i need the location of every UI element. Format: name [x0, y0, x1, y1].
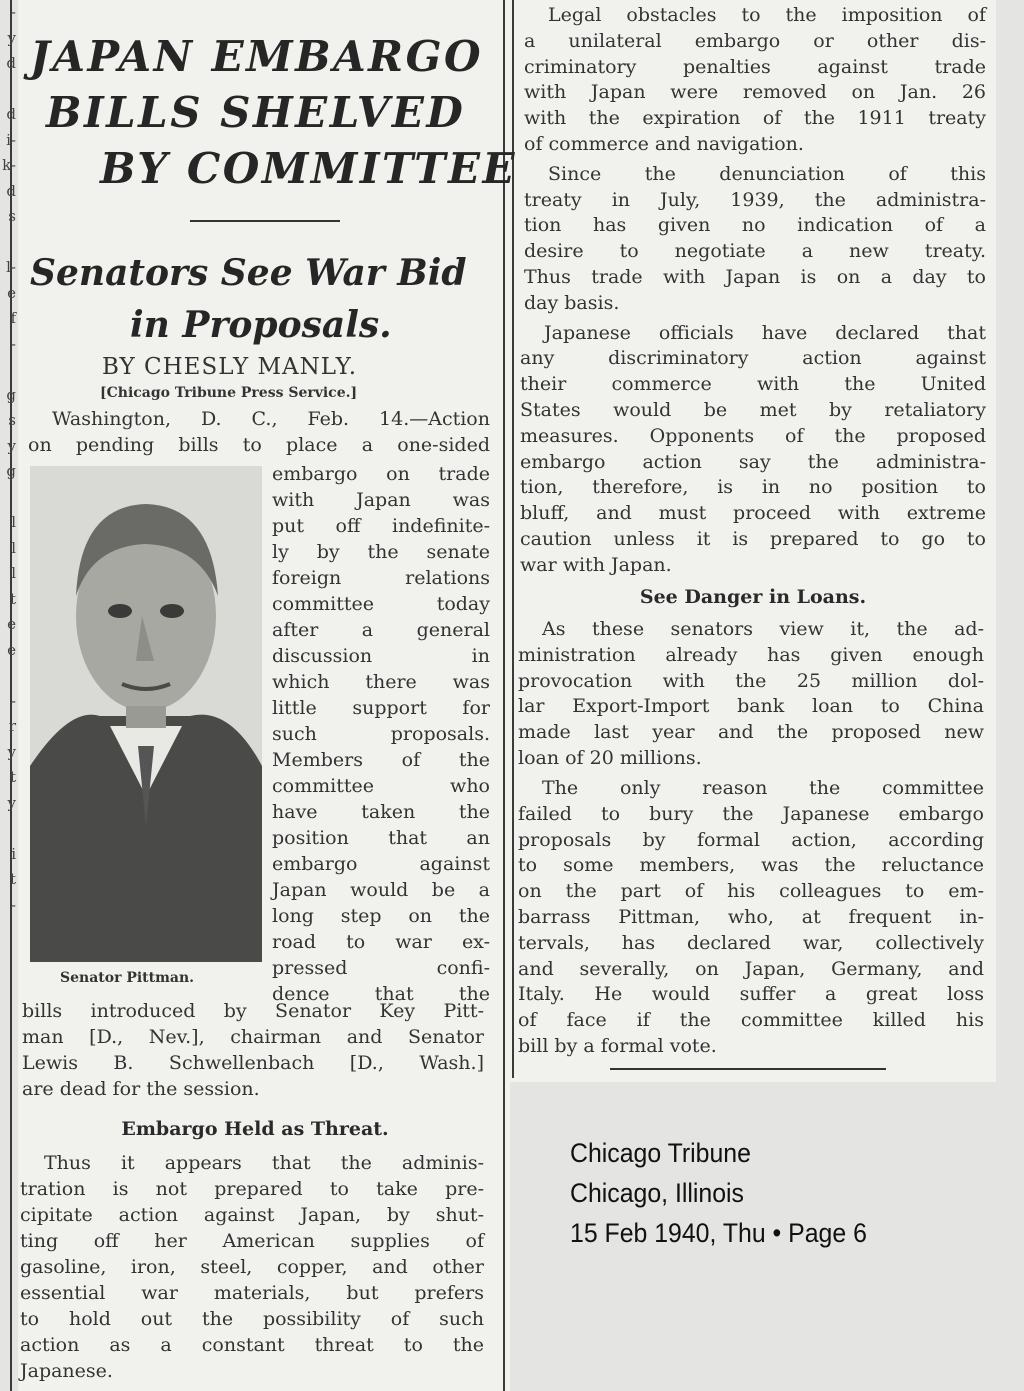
text-line: to hold out the possibility of such	[20, 1308, 484, 1330]
text-line: Thus it appears that the adminis-	[44, 1152, 484, 1174]
column-rule-center	[503, 0, 505, 1391]
adjacent-column-fragment: y	[7, 793, 16, 812]
text-line: failed to bury the Japanese embargo	[518, 802, 984, 825]
text-line: embargo against	[272, 853, 490, 875]
text-line: dence that the	[272, 983, 490, 1005]
text-line: long step on the	[272, 905, 490, 927]
text-line: embargo action say the administra-	[520, 450, 986, 473]
text-line: caution unless it is prepared to go to	[520, 528, 986, 550]
text-line: such proposals.	[272, 723, 490, 745]
text-line: embargo on trade	[272, 463, 490, 485]
text-line: after a general	[272, 619, 490, 641]
adjacent-column-fragment: -	[10, 691, 16, 710]
text-line: loan of 20 millions.	[518, 747, 702, 769]
adjacent-column-fragment	[0, 816, 16, 842]
adjacent-column-fragment: i-	[6, 130, 16, 149]
text-line: which there was	[272, 671, 490, 693]
byline: BY CHESLY MANLY.	[102, 354, 358, 380]
text-line: bill by a formal vote.	[518, 1035, 717, 1057]
adjacent-column-fragment: g	[6, 462, 16, 480]
text-line: action as a constant threat to the	[20, 1334, 484, 1356]
text-line: pressed confi-	[272, 957, 490, 979]
text-line: and severally, on Japan, Germany, and	[518, 957, 984, 980]
text-line: tration is not prepared to take pre-	[20, 1178, 484, 1200]
text-line: committee who	[272, 775, 490, 797]
headline-divider	[190, 220, 340, 222]
text-line: on pending bills to place a one-sided	[28, 434, 490, 456]
adjacent-column-fragment: s	[8, 411, 16, 429]
adjacent-column-fragment: t	[9, 870, 16, 888]
text-line: with Japan were removed on Jan. 26	[524, 81, 986, 104]
source-location: Chicago, Illinois	[570, 1178, 744, 1208]
text-line: day basis.	[524, 291, 620, 314]
press-service: [Chicago Tribune Press Service.]	[100, 385, 358, 401]
adjacent-column-fragment	[0, 357, 16, 383]
text-line: position that an	[272, 827, 490, 849]
text-line: essential war materials, but prefers	[20, 1282, 484, 1304]
adjacent-column-fragment: l	[11, 538, 16, 557]
text-line: on the part of his colleagues to em-	[518, 880, 984, 903]
text-line: ministration already has given enough	[518, 643, 984, 666]
text-line: Legal obstacles to the imposition of	[548, 4, 986, 26]
headline-line-3: BY COMMITTEE	[100, 144, 518, 193]
adjacent-column-fragment: f	[10, 309, 16, 327]
text-line: war with Japan.	[520, 553, 672, 576]
senator-pittman-photo	[30, 466, 262, 962]
adjacent-column-fragment: e	[7, 640, 16, 659]
adjacent-column-fragment: d	[6, 181, 16, 200]
adjacent-column-fragment: -	[10, 895, 16, 914]
text-line: As these senators view it, the ad-	[542, 618, 984, 640]
adjacent-column-fragment: t	[9, 589, 16, 608]
article-end-divider	[610, 1068, 886, 1070]
adjacent-column-fragment	[0, 230, 16, 256]
text-line: bluff, and must proceed with extreme	[520, 502, 986, 525]
text-line: tion, therefore, is in no position to	[520, 476, 986, 499]
text-line: Japan would be a	[272, 879, 490, 901]
adjacent-column-fragment: d	[6, 54, 16, 72]
adjacent-column-fragment: s	[8, 207, 16, 225]
text-line: with Japan was	[272, 489, 490, 511]
text-line: their commerce with the United	[520, 373, 986, 396]
text-line: The only reason the committee	[542, 777, 984, 799]
headline-line-1: JAPAN EMBARGO	[30, 32, 484, 81]
adjacent-column-fragment: e	[7, 615, 16, 633]
text-line: Washington, D. C., Feb. 14.—Action	[52, 408, 490, 430]
text-line: of face if the committee killed his	[518, 1009, 984, 1032]
text-line: desire to negotiate a new treaty.	[524, 240, 986, 263]
subhead-line-1: Senators See War Bid	[30, 252, 467, 294]
adjacent-column-fragment: i	[11, 844, 16, 863]
subhead-line-2: in Proposals.	[130, 304, 392, 346]
adjacent-column-fragments	[0, 0, 16, 918]
adjacent-column-fragment: t	[9, 768, 16, 786]
text-line: States would be met by retaliatory	[520, 399, 986, 421]
text-line: ly by the senate	[272, 541, 490, 563]
text-line: measures. Opponents of the proposed	[520, 424, 986, 447]
text-line: Members of the	[272, 749, 490, 771]
text-line: criminatory penalties against trade	[524, 55, 986, 78]
text-line: tion has given no indication of a	[524, 214, 986, 237]
text-line: put off indefinite-	[272, 515, 490, 537]
adjacent-column-fragment: e	[7, 283, 16, 302]
adjacent-column-fragment: l	[11, 513, 16, 531]
portrait-image	[30, 466, 262, 962]
section-head-danger-loans: See Danger in Loans.	[639, 586, 867, 608]
text-line: are dead for the session.	[22, 1078, 260, 1100]
text-line: foreign relations	[272, 567, 490, 589]
text-line: have taken the	[272, 801, 490, 823]
photo-caption: Senator Pittman.	[60, 970, 195, 986]
source-publication: Chicago Tribune	[570, 1138, 751, 1168]
text-line: of commerce and navigation.	[524, 133, 804, 155]
text-line: Japanese.	[20, 1360, 113, 1382]
text-line: lar Export-Import bank loan to China	[518, 695, 984, 718]
adjacent-column-fragment: y	[7, 436, 16, 455]
text-line: Japanese officials have declared that	[544, 321, 986, 344]
adjacent-column-fragment: d	[6, 105, 16, 123]
text-line: gasoline, iron, steel, copper, and other	[20, 1256, 484, 1278]
text-line: a unilateral embargo or other dis-	[524, 29, 986, 52]
text-line: barrass Pittman, who, at frequent in-	[518, 906, 984, 928]
text-line: tervals, has declared war, collectively	[518, 931, 984, 954]
adjacent-column-fragment: -	[10, 3, 16, 21]
text-line: Italy. He would suffer a great loss	[518, 983, 984, 1006]
adjacent-column-fragment: l	[11, 564, 16, 582]
text-line: proposals by formal action, according	[518, 828, 984, 851]
text-line: Lewis B. Schwellenbach [D., Wash.]	[22, 1052, 484, 1074]
text-line: cipitate action against Japan, by shut-	[20, 1204, 484, 1226]
adjacent-column-fragment: y	[7, 742, 16, 761]
adjacent-column-fragment: l-	[6, 258, 16, 276]
text-line: with the expiration of the 1911 treaty	[524, 107, 986, 130]
adjacent-column-fragment	[0, 663, 16, 689]
text-line: ting off her American supplies of	[20, 1230, 484, 1252]
text-line: road to war ex-	[272, 931, 490, 953]
text-line: provocation with the 25 million dol-	[518, 669, 984, 692]
text-line: any discriminatory action against	[520, 347, 986, 370]
text-line: bills introduced by Senator Key Pitt-	[22, 1000, 484, 1022]
section-head-embargo-threat: Embargo Held as Threat.	[121, 1118, 389, 1140]
text-line: to some members, was the reluctance	[518, 854, 984, 877]
adjacent-column-fragment: y	[7, 28, 16, 47]
text-line: Since the denunciation of this	[548, 162, 986, 185]
text-line: discussion in	[272, 645, 490, 667]
adjacent-column-fragment	[0, 77, 16, 103]
text-line: committee today	[272, 593, 490, 615]
text-line: man [D., Nev.], chairman and Senator	[22, 1026, 484, 1048]
text-line: Thus trade with Japan is on a day to	[524, 266, 986, 288]
source-date-page: 15 Feb 1940, Thu • Page 6	[570, 1218, 867, 1248]
text-line: made last year and the proposed new	[518, 721, 984, 744]
headline-line-2: BILLS SHELVED	[46, 88, 466, 137]
text-line: treaty in July, 1939, the administra-	[524, 188, 986, 211]
adjacent-column-fragment: -	[10, 334, 16, 353]
adjacent-column-fragment: r	[8, 717, 16, 735]
text-line: little support for	[272, 697, 490, 719]
adjacent-column-fragment: g	[6, 385, 16, 404]
adjacent-column-fragment: k-	[2, 156, 16, 174]
adjacent-column-fragment	[0, 485, 16, 511]
